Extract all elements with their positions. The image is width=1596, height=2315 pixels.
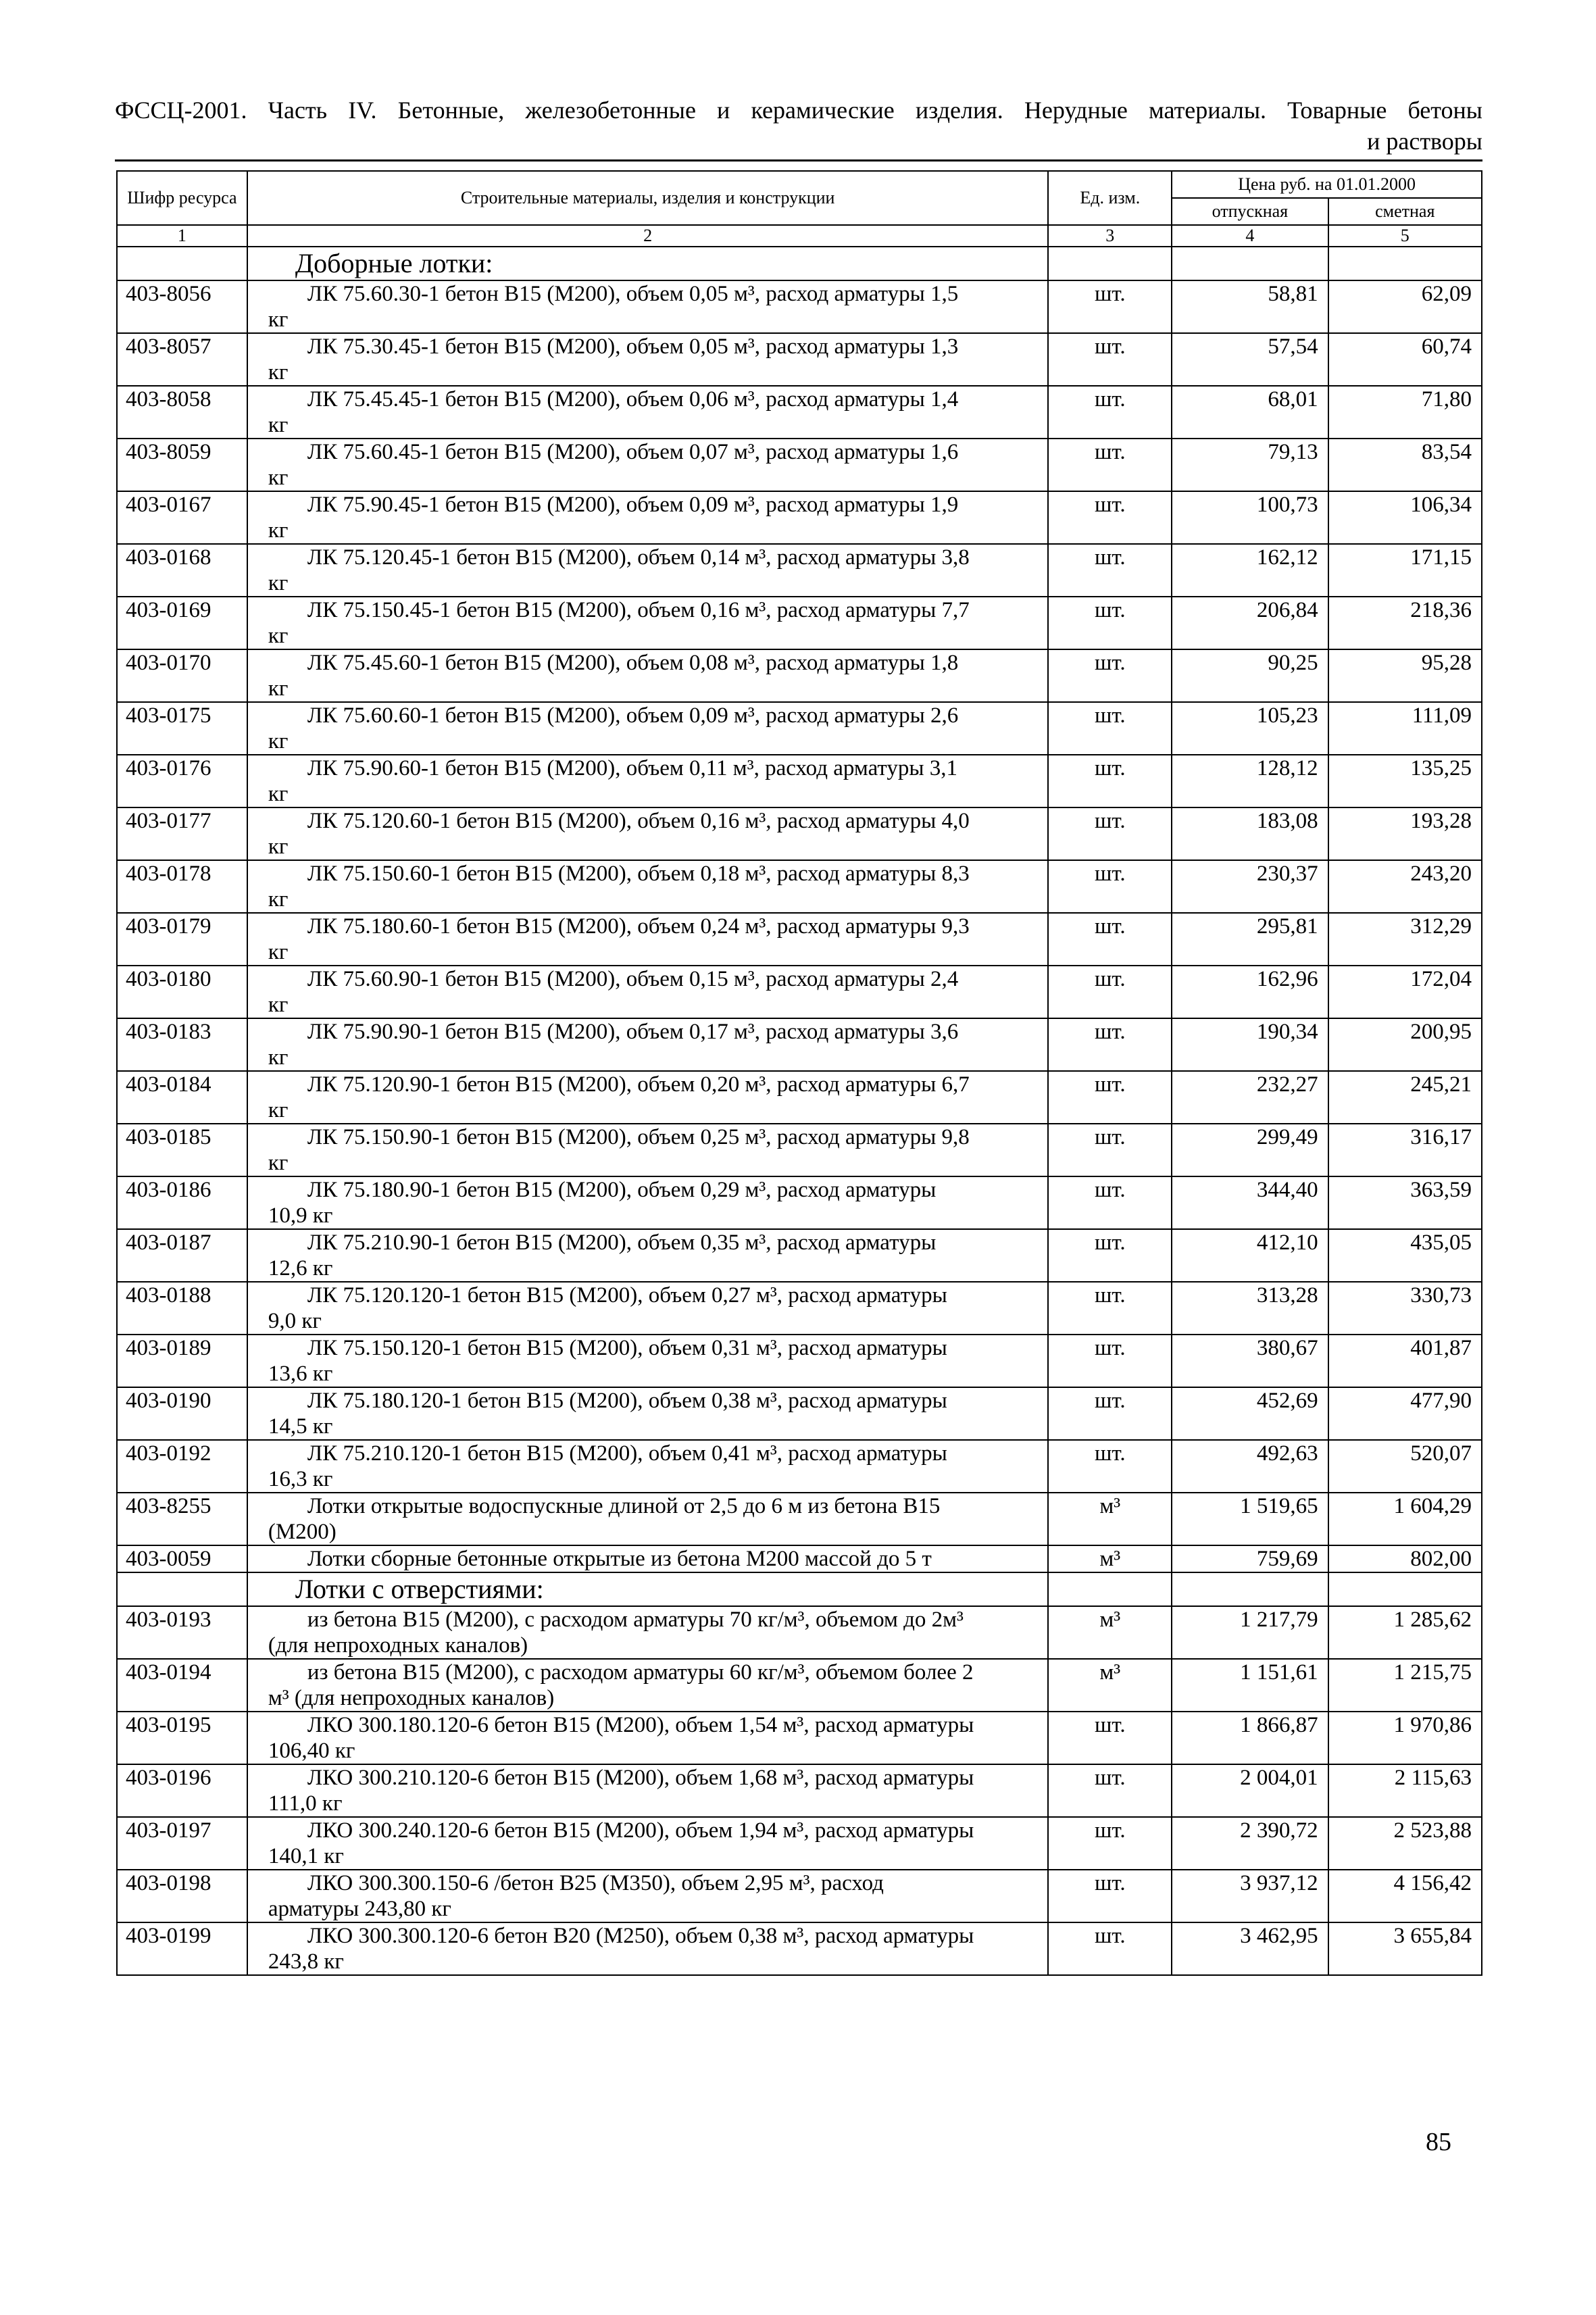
description-line2: кг	[268, 1098, 289, 1122]
description-line1: ЛК 75.210.90-1 бетон В15 (М200), объем 0,35 м³, расход арматуры	[307, 1230, 937, 1255]
resource-code: 403-8059	[117, 439, 247, 491]
description-line1: ЛК 75.60.90-1 бетон В15 (М200), объем 0,15 м³, расход арматуры 2,4	[307, 967, 959, 991]
unit-of-measure: м³	[1048, 1659, 1172, 1712]
table-row	[117, 1071, 1482, 1124]
price-release: 299,49	[1172, 1124, 1328, 1176]
description-line2: кг	[268, 624, 289, 648]
description-line2: кг	[268, 1151, 289, 1175]
table-row	[117, 491, 1482, 544]
column-number: 4	[1172, 225, 1328, 247]
description-line1: ЛК 75.150.60-1 бетон В15 (М200), объем 0,18 м³, расход арматуры 8,3	[307, 862, 970, 886]
price-estimate: 363,59	[1328, 1176, 1482, 1229]
description-line1: ЛК 75.210.120-1 бетон В15 (М200), объем 0,41 м³, расход арматуры	[307, 1441, 947, 1466]
resource-code: 403-0196	[117, 1764, 247, 1817]
price-release: 100,73	[1172, 491, 1328, 544]
section-row	[117, 247, 1482, 280]
unit-of-measure: шт.	[1048, 966, 1172, 1018]
header-code: Шифр ресурса	[117, 171, 247, 225]
header-unit: Ед. изм.	[1048, 171, 1172, 225]
price-estimate: 330,73	[1328, 1282, 1482, 1335]
price-estimate: 83,54	[1328, 439, 1482, 491]
material-description	[247, 333, 1049, 386]
material-description	[247, 1176, 1049, 1229]
price-release: 90,25	[1172, 649, 1328, 702]
price-estimate: 520,07	[1328, 1440, 1482, 1493]
material-description	[247, 1282, 1049, 1335]
unit-of-measure: шт.	[1048, 913, 1172, 966]
resource-code: 403-8255	[117, 1493, 247, 1545]
unit-of-measure: шт.	[1048, 544, 1172, 597]
description-line2: 243,8 кг	[268, 1949, 344, 1974]
price-release: 492,63	[1172, 1440, 1328, 1493]
table-row	[117, 1124, 1482, 1176]
unit-of-measure: шт.	[1048, 439, 1172, 491]
material-description	[247, 1335, 1049, 1387]
unit-of-measure: шт.	[1048, 1282, 1172, 1335]
material-description	[247, 1440, 1049, 1493]
unit-of-measure: шт.	[1048, 1922, 1172, 1975]
material-description	[247, 1659, 1049, 1712]
description-line1: ЛК 75.150.45-1 бетон В15 (М200), объем 0,16 м³, расход арматуры 7,7	[307, 598, 970, 622]
price-estimate: 60,74	[1328, 333, 1482, 386]
description-line1: ЛК 75.45.45-1 бетон В15 (М200), объем 0,06 м³, расход арматуры 1,4	[307, 387, 959, 412]
description-line2: (М200)	[268, 1520, 336, 1544]
price-release: 232,27	[1172, 1071, 1328, 1124]
page-number: 85	[1426, 2128, 1451, 2156]
price-release: 344,40	[1172, 1176, 1328, 1229]
description-line1: ЛК 75.180.90-1 бетон В15 (М200), объем 0,29 м³, расход арматуры	[307, 1178, 937, 1202]
column-number: 5	[1328, 225, 1482, 247]
table-body	[117, 247, 1482, 1975]
price-release: 3 937,12	[1172, 1870, 1328, 1922]
resource-code: 403-0184	[117, 1071, 247, 1124]
description-line2: кг	[268, 993, 289, 1017]
material-description	[247, 386, 1049, 439]
resource-code: 403-0175	[117, 702, 247, 755]
price-estimate: 312,29	[1328, 913, 1482, 966]
header-title-line1: ФССЦ-2001. Часть IV. Бетонные, железобетонные и керамические изделия. Нерудные материалы. Товарные бетоны	[115, 97, 1482, 124]
description-line1: Лотки сборные бетонные открытые из бетона М200 массой до 5 т	[307, 1547, 932, 1571]
resource-code: 403-0192	[117, 1440, 247, 1493]
material-description	[247, 1018, 1049, 1071]
unit-of-measure: шт.	[1048, 1018, 1172, 1071]
description-line1: ЛКО 300.300.120-6 бетон В20 (М250), объем 0,38 м³, расход арматуры	[307, 1924, 974, 1948]
table-row	[117, 1387, 1482, 1440]
table-row	[117, 544, 1482, 597]
section-unit-cell	[1048, 1572, 1172, 1606]
resource-code: 403-0186	[117, 1176, 247, 1229]
description-line2: м³ (для непроходных каналов)	[268, 1686, 555, 1710]
table-row	[117, 1659, 1482, 1712]
table-row	[117, 1764, 1482, 1817]
resource-code: 403-0178	[117, 860, 247, 913]
description-line2: кг	[268, 307, 289, 332]
resource-code: 403-0170	[117, 649, 247, 702]
section-release-cell	[1172, 247, 1328, 280]
resource-code: 403-0169	[117, 597, 247, 649]
price-release: 2 004,01	[1172, 1764, 1328, 1817]
price-release: 380,67	[1172, 1335, 1328, 1387]
description-line1: ЛК 75.30.45-1 бетон В15 (М200), объем 0,05 м³, расход арматуры 1,3	[307, 334, 959, 359]
material-description	[247, 702, 1049, 755]
price-table	[116, 170, 1482, 1976]
price-estimate: 1 215,75	[1328, 1659, 1482, 1712]
section-release-cell	[1172, 1572, 1328, 1606]
table-row	[117, 966, 1482, 1018]
material-description	[247, 1545, 1049, 1572]
header-rule	[115, 159, 1482, 161]
price-estimate: 3 655,84	[1328, 1922, 1482, 1975]
material-description	[247, 966, 1049, 1018]
table-row	[117, 860, 1482, 913]
section-code-cell	[117, 1572, 247, 1606]
description-line2: кг	[268, 1045, 289, 1070]
description-line2: кг	[268, 835, 289, 859]
price-release: 183,08	[1172, 807, 1328, 860]
resource-code: 403-0188	[117, 1282, 247, 1335]
price-estimate: 1 604,29	[1328, 1493, 1482, 1545]
section-title: Доборные лотки:	[247, 247, 1049, 280]
unit-of-measure: шт.	[1048, 1071, 1172, 1124]
description-line1: ЛК 75.60.30-1 бетон В15 (М200), объем 0,05 м³, расход арматуры 1,5	[307, 282, 959, 306]
resource-code: 403-0179	[117, 913, 247, 966]
material-description	[247, 1493, 1049, 1545]
material-description	[247, 1712, 1049, 1764]
description-line1: ЛКО 300.210.120-6 бетон В15 (М200), объем 1,68 м³, расход арматуры	[307, 1766, 974, 1790]
table-row	[117, 913, 1482, 966]
price-estimate: 95,28	[1328, 649, 1482, 702]
price-estimate: 477,90	[1328, 1387, 1482, 1440]
page-header	[115, 95, 1482, 157]
description-line1: ЛК 75.150.90-1 бетон В15 (М200), объем 0,25 м³, расход арматуры 9,8	[307, 1125, 970, 1149]
section-code-cell	[117, 247, 247, 280]
description-line1: из бетона В15 (М200), с расходом арматуры 70 кг/м³, объемом до 2м³	[307, 1608, 964, 1632]
description-line1: из бетона В15 (М200), с расходом арматуры 60 кг/м³, объемом более 2	[307, 1660, 974, 1685]
resource-code: 403-8058	[117, 386, 247, 439]
description-line1: ЛКО 300.180.120-6 бетон В15 (М200), объем 1,54 м³, расход арматуры	[307, 1713, 974, 1737]
price-estimate: 1 970,86	[1328, 1712, 1482, 1764]
description-line2: кг	[268, 676, 289, 701]
description-line1: ЛКО 300.300.150-6 /бетон В25 (М350), объем 2,95 м³, расход	[307, 1871, 884, 1895]
description-line2: кг	[268, 466, 289, 490]
table-row	[117, 1335, 1482, 1387]
section-estimate-cell	[1328, 1572, 1482, 1606]
material-description	[247, 544, 1049, 597]
price-estimate: 245,21	[1328, 1071, 1482, 1124]
description-line1: ЛК 75.150.120-1 бетон В15 (М200), объем 0,31 м³, расход арматуры	[307, 1336, 947, 1360]
unit-of-measure: шт.	[1048, 755, 1172, 807]
table-row	[117, 1176, 1482, 1229]
description-line1: ЛК 75.90.60-1 бетон В15 (М200), объем 0,11 м³, расход арматуры 3,1	[307, 756, 958, 780]
resource-code: 403-0199	[117, 1922, 247, 1975]
material-description	[247, 1387, 1049, 1440]
table-row	[117, 1870, 1482, 1922]
unit-of-measure: шт.	[1048, 649, 1172, 702]
material-description	[247, 649, 1049, 702]
price-release: 105,23	[1172, 702, 1328, 755]
price-estimate: 2 115,63	[1328, 1764, 1482, 1817]
section-row	[117, 1572, 1482, 1606]
price-release: 3 462,95	[1172, 1922, 1328, 1975]
material-description	[247, 1817, 1049, 1870]
material-description	[247, 1922, 1049, 1975]
material-description	[247, 1071, 1049, 1124]
header-name: Строительные материалы, изделия и конструкции	[247, 171, 1049, 225]
table-row	[117, 1493, 1482, 1545]
section-estimate-cell	[1328, 247, 1482, 280]
description-line2: 16,3 кг	[268, 1467, 333, 1491]
resource-code: 403-0180	[117, 966, 247, 1018]
price-release: 1 151,61	[1172, 1659, 1328, 1712]
table-row	[117, 386, 1482, 439]
table-row	[117, 280, 1482, 333]
price-estimate: 172,04	[1328, 966, 1482, 1018]
resource-code: 403-0168	[117, 544, 247, 597]
material-description	[247, 491, 1049, 544]
description-line2: кг	[268, 729, 289, 753]
price-release: 1 217,79	[1172, 1606, 1328, 1659]
unit-of-measure: шт.	[1048, 1870, 1172, 1922]
resource-code: 403-8056	[117, 280, 247, 333]
table-row	[117, 755, 1482, 807]
price-release: 412,10	[1172, 1229, 1328, 1282]
column-number: 3	[1048, 225, 1172, 247]
price-estimate: 200,95	[1328, 1018, 1482, 1071]
resource-code: 403-8057	[117, 333, 247, 386]
price-release: 162,96	[1172, 966, 1328, 1018]
section-title: Лотки с отверстиями:	[247, 1572, 1049, 1606]
price-release: 313,28	[1172, 1282, 1328, 1335]
table-row	[117, 1018, 1482, 1071]
description-line2: 106,40 кг	[268, 1739, 355, 1763]
material-description	[247, 1764, 1049, 1817]
price-estimate: 243,20	[1328, 860, 1482, 913]
price-release: 230,37	[1172, 860, 1328, 913]
header-price-release: отпускная	[1172, 198, 1328, 225]
price-estimate: 171,15	[1328, 544, 1482, 597]
description-line2: кг	[268, 782, 289, 806]
price-estimate: 71,80	[1328, 386, 1482, 439]
resource-code: 403-0167	[117, 491, 247, 544]
description-line1: ЛК 75.120.45-1 бетон В15 (М200), объем 0,14 м³, расход арматуры 3,8	[307, 545, 970, 570]
table-row	[117, 1282, 1482, 1335]
price-estimate: 1 285,62	[1328, 1606, 1482, 1659]
material-description	[247, 860, 1049, 913]
price-estimate: 62,09	[1328, 280, 1482, 333]
table-row	[117, 1712, 1482, 1764]
resource-code: 403-0185	[117, 1124, 247, 1176]
material-description	[247, 439, 1049, 491]
description-line2: 111,0 кг	[268, 1791, 343, 1816]
resource-code: 403-0176	[117, 755, 247, 807]
unit-of-measure: шт.	[1048, 1229, 1172, 1282]
resource-code: 403-0189	[117, 1335, 247, 1387]
unit-of-measure: шт.	[1048, 386, 1172, 439]
material-description	[247, 1124, 1049, 1176]
description-line1: ЛК 75.120.60-1 бетон В15 (М200), объем 0,16 м³, расход арматуры 4,0	[307, 809, 970, 833]
description-line2: арматуры 243,80 кг	[268, 1897, 451, 1921]
price-release: 1 519,65	[1172, 1493, 1328, 1545]
price-release: 58,81	[1172, 280, 1328, 333]
material-description	[247, 597, 1049, 649]
description-line1: ЛК 75.60.45-1 бетон В15 (М200), объем 0,07 м³, расход арматуры 1,6	[307, 440, 959, 464]
table-row	[117, 333, 1482, 386]
table-row	[117, 807, 1482, 860]
unit-of-measure: шт.	[1048, 1387, 1172, 1440]
resource-code: 403-0187	[117, 1229, 247, 1282]
unit-of-measure: шт.	[1048, 860, 1172, 913]
material-description	[247, 280, 1049, 333]
resource-code: 403-0195	[117, 1712, 247, 1764]
table-row	[117, 1817, 1482, 1870]
resource-code: 403-0193	[117, 1606, 247, 1659]
price-estimate: 111,09	[1328, 702, 1482, 755]
price-estimate: 2 523,88	[1328, 1817, 1482, 1870]
description-line2: 10,9 кг	[268, 1203, 333, 1228]
price-estimate: 218,36	[1328, 597, 1482, 649]
material-description	[247, 1870, 1049, 1922]
price-release: 2 390,72	[1172, 1817, 1328, 1870]
column-number: 1	[117, 225, 247, 247]
unit-of-measure: м³	[1048, 1493, 1172, 1545]
price-release: 452,69	[1172, 1387, 1328, 1440]
price-release: 79,13	[1172, 439, 1328, 491]
header-title-line2: и растворы	[1367, 128, 1482, 155]
price-release: 128,12	[1172, 755, 1328, 807]
price-release: 190,34	[1172, 1018, 1328, 1071]
description-line1: ЛК 75.120.90-1 бетон В15 (М200), объем 0,20 м³, расход арматуры 6,7	[307, 1072, 970, 1097]
description-line2: кг	[268, 940, 289, 964]
price-estimate: 435,05	[1328, 1229, 1482, 1282]
description-line2: 13,6 кг	[268, 1362, 333, 1386]
description-line2: кг	[268, 518, 289, 543]
unit-of-measure: шт.	[1048, 1440, 1172, 1493]
price-release: 57,54	[1172, 333, 1328, 386]
price-estimate: 401,87	[1328, 1335, 1482, 1387]
unit-of-measure: шт.	[1048, 1712, 1172, 1764]
price-release: 162,12	[1172, 544, 1328, 597]
table-row	[117, 1545, 1482, 1572]
material-description	[247, 807, 1049, 860]
unit-of-measure: шт.	[1048, 1176, 1172, 1229]
price-estimate: 193,28	[1328, 807, 1482, 860]
unit-of-measure: шт.	[1048, 280, 1172, 333]
unit-of-measure: шт.	[1048, 807, 1172, 860]
resource-code: 403-0198	[117, 1870, 247, 1922]
column-number: 2	[247, 225, 1049, 247]
description-line2: кг	[268, 413, 289, 437]
price-estimate: 802,00	[1328, 1545, 1482, 1572]
table-row	[117, 1922, 1482, 1975]
description-line1: ЛК 75.90.90-1 бетон В15 (М200), объем 0,17 м³, расход арматуры 3,6	[307, 1020, 959, 1044]
description-line1: ЛК 75.180.60-1 бетон В15 (М200), объем 0,24 м³, расход арматуры 9,3	[307, 914, 970, 939]
price-release: 68,01	[1172, 386, 1328, 439]
description-line2: 14,5 кг	[268, 1414, 333, 1439]
unit-of-measure: шт.	[1048, 1817, 1172, 1870]
description-line2: кг	[268, 571, 289, 595]
price-estimate: 106,34	[1328, 491, 1482, 544]
description-line2: кг	[268, 360, 289, 384]
description-line2: 9,0 кг	[268, 1309, 322, 1333]
material-description	[247, 755, 1049, 807]
description-line1: ЛК 75.60.60-1 бетон В15 (М200), объем 0,09 м³, расход арматуры 2,6	[307, 703, 959, 728]
unit-of-measure: м³	[1048, 1606, 1172, 1659]
price-estimate: 135,25	[1328, 755, 1482, 807]
material-description	[247, 913, 1049, 966]
unit-of-measure: шт.	[1048, 597, 1172, 649]
table-row	[117, 439, 1482, 491]
price-release: 759,69	[1172, 1545, 1328, 1572]
description-line2: кг	[268, 887, 289, 912]
description-line1: Лотки открытые водоспускные длиной от 2,5 до 6 м из бетона В15	[307, 1494, 941, 1518]
header-price-estimate: сметная	[1328, 198, 1482, 225]
description-line1: ЛК 75.120.120-1 бетон В15 (М200), объем 0,27 м³, расход арматуры	[307, 1283, 947, 1308]
table-row	[117, 597, 1482, 649]
resource-code: 403-0194	[117, 1659, 247, 1712]
header-price-group: Цена руб. на 01.01.2000	[1172, 171, 1482, 198]
section-unit-cell	[1048, 247, 1172, 280]
description-line1: ЛК 75.180.120-1 бетон В15 (М200), объем 0,38 м³, расход арматуры	[307, 1389, 947, 1413]
resource-code: 403-0197	[117, 1817, 247, 1870]
description-line2: (для непроходных каналов)	[268, 1633, 528, 1658]
material-description	[247, 1606, 1049, 1659]
resource-code: 403-0177	[117, 807, 247, 860]
price-estimate: 4 156,42	[1328, 1870, 1482, 1922]
description-line2: 12,6 кг	[268, 1256, 333, 1280]
table-row	[117, 1440, 1482, 1493]
description-line1: ЛК 75.45.60-1 бетон В15 (М200), объем 0,08 м³, расход арматуры 1,8	[307, 651, 959, 675]
unit-of-measure: шт.	[1048, 1764, 1172, 1817]
unit-of-measure: шт.	[1048, 1124, 1172, 1176]
description-line1: ЛК 75.90.45-1 бетон В15 (М200), объем 0,09 м³, расход арматуры 1,9	[307, 493, 959, 517]
table-row	[117, 649, 1482, 702]
resource-code: 403-0059	[117, 1545, 247, 1572]
price-release: 295,81	[1172, 913, 1328, 966]
material-description	[247, 1229, 1049, 1282]
table-row	[117, 1606, 1482, 1659]
table-row	[117, 702, 1482, 755]
resource-code: 403-0183	[117, 1018, 247, 1071]
description-line1: ЛКО 300.240.120-6 бетон В15 (М200), объем 1,94 м³, расход арматуры	[307, 1818, 974, 1843]
unit-of-measure: шт.	[1048, 333, 1172, 386]
price-estimate: 316,17	[1328, 1124, 1482, 1176]
price-release: 206,84	[1172, 597, 1328, 649]
price-release: 1 866,87	[1172, 1712, 1328, 1764]
unit-of-measure: шт.	[1048, 491, 1172, 544]
unit-of-measure: шт.	[1048, 1335, 1172, 1387]
description-line2: 140,1 кг	[268, 1844, 344, 1868]
unit-of-measure: шт.	[1048, 702, 1172, 755]
unit-of-measure: м³	[1048, 1545, 1172, 1572]
table-row	[117, 1229, 1482, 1282]
resource-code: 403-0190	[117, 1387, 247, 1440]
